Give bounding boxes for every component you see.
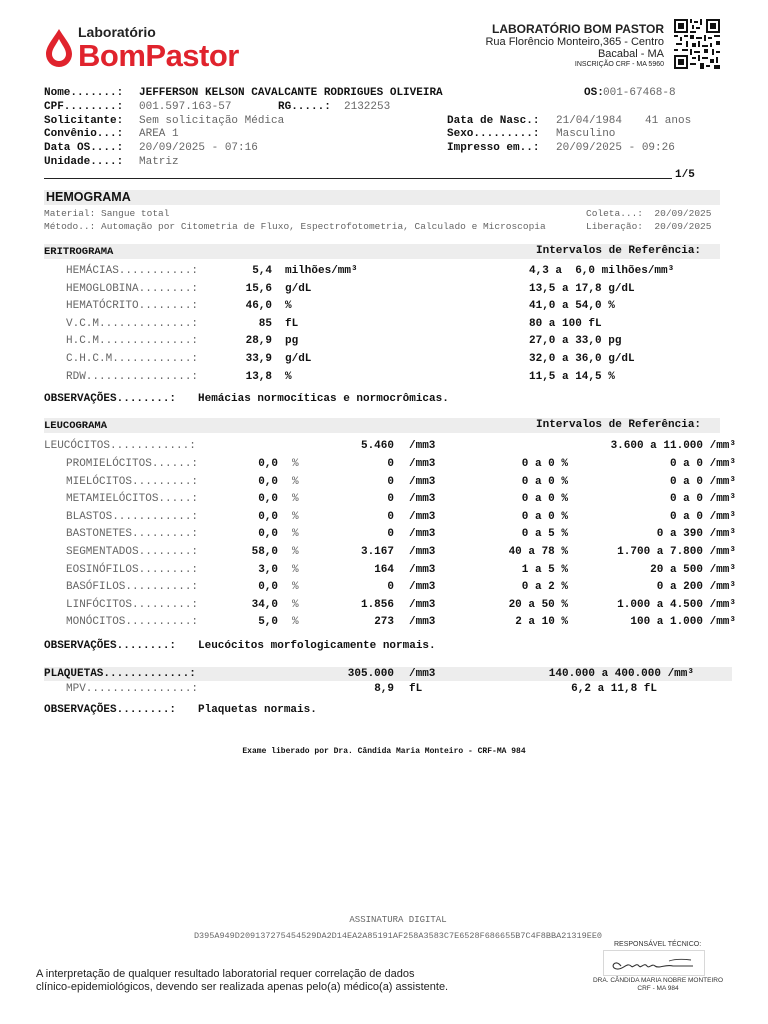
leuco-row-abs: 0 [387,581,394,594]
hemograma-bar [44,190,720,205]
signer-crf: CRF - MA 984 [637,985,679,992]
leuco-row-abs: 0 [387,458,394,470]
page-number: 1/5 [675,169,695,181]
leuco-row-abs-ref: 0 a 0 /mm³ [669,458,736,470]
eritro-obs-label: OBSERVAÇÕES........: [44,393,177,405]
leuco-row-abs-unit: /mm3 [409,510,436,523]
signer-name: DRA. CÂNDIDA MARIA NOBRE MONTEIRO [592,977,724,984]
leuco-row-rel-ref: 0 a 0 % [521,475,568,488]
nome-label: Nome.......: [44,87,124,99]
leuco-row-rel-ref: 0 a 2 % [521,581,568,594]
leuco-row-abs-ref: 0 a 390 /mm³ [656,528,736,541]
leuco-row-name: METAMIELÓCITOS.....: [66,493,199,506]
leuco-row-abs-ref: 0 a 0 /mm³ [669,493,736,506]
leuco-row-abs: 0 [387,493,394,506]
rg-label: RG.....: [278,101,331,113]
eritro-row-ref: 80 a 100 fL [529,317,602,330]
leuco-row-name: BASTONETES.........: [66,528,199,541]
logo-brand: BomPastor [78,38,239,73]
leuco-row-rel-ref: 20 a 50 % [508,598,568,611]
leuco-row-abs-unit: /mm3 [409,581,436,594]
leuco-row-pct-unit: % [292,598,299,611]
os-label: OS: [584,87,604,99]
lab-name: LABORATÓRIO BOM PASTOR [492,22,664,36]
nasc-value: 21/04/1984 [556,115,623,127]
leuco-row-rel-ref: 0 a 0 % [521,493,568,506]
plaq-obs-label: OBSERVAÇÕES........: [44,704,177,716]
plaquetas-unit: /mm3 [409,668,436,680]
leuco-row-abs-ref: 100 a 1.000 /mm³ [630,616,736,629]
eritro-row-name: HEMATÓCRITO........: [66,300,199,313]
eritrograma-ref-title: Intervalos de Referência: [536,245,702,257]
responsavel-label: RESPONSÁVEL TÉCNICO: [614,941,702,948]
leuco-row-rel-ref: 0 a 0 % [521,458,568,470]
leuco-row-abs-unit: /mm3 [409,493,436,506]
leuco-row-abs-ref: 1.000 a 4.500 /mm³ [617,598,736,611]
leuco-row-abs-ref: 1.700 a 7.800 /mm³ [617,546,736,558]
liberado-por: Exame liberado por Dra. Cândida Maria Monteiro - CRF-MA 984 [242,747,526,756]
leuco-row-name: BLASTOS............: [66,510,199,523]
eritro-row-unit: pg [285,335,299,348]
leuco-row-rel-ref: 40 a 78 % [508,546,568,558]
leuco-row-pct: 3,0 [258,563,278,576]
exam-material: Material: Sangue total [44,208,170,219]
rg-value: 2132253 [344,101,391,113]
leuco-row-pct: 34,0 [251,598,278,611]
os-number: 001-67468-8 [603,87,676,99]
leuco-row-name: SEGMENTADOS........: [66,546,199,558]
eritro-row-name: H.C.M..............: [66,335,199,348]
leuco-row-abs-ref: 20 a 500 /mm³ [650,563,736,576]
idade-value: 41 anos [645,115,692,127]
leuco-row-abs-unit: /mm3 [409,528,436,541]
lab-crf: INSCRIÇÃO CRF - MA 5960 [574,61,664,68]
leuco-row-abs-unit: /mm3 [409,475,436,488]
leuco-row-pct: 0,0 [258,528,278,541]
leuco-obs-label: OBSERVAÇÕES........: [44,640,177,652]
eritro-row-name: V.C.M..............: [66,317,199,330]
eritro-obs-text: Hemácias normocíticas e normocrômicas. [198,393,449,405]
leuco-obs-text: Leucócitos morfologicamente normais. [198,640,436,652]
lab-address: Rua Florêncio Monteiro,365 - Centro [485,36,664,48]
leuco-row-pct-unit: % [292,616,299,629]
leuco-row-abs: 1.856 [360,598,394,611]
eritro-row-ref: 32,0 a 36,0 g/dL [529,353,635,365]
mpv-name: MPV................: [66,683,199,695]
plaquetas-name: PLAQUETAS.............: [44,668,196,680]
leuco-row-abs: 0 [387,475,394,488]
dataos-value: 20/09/2025 - 07:16 [139,142,258,154]
eritro-row-ref: 41,0 a 54,0 % [529,300,615,313]
leuco-total-ref: 3.600 a 11.000 /mm³ [610,440,736,452]
leucograma-ref-title: Intervalos de Referência: [536,419,702,431]
leuco-row-pct: 0,0 [258,458,278,470]
eritro-row-value: 15,6 [245,282,272,295]
exam-coleta: Coleta...: 20/09/2025 [586,208,712,219]
leuco-row-pct-unit: % [292,546,299,558]
leuco-row-abs-ref: 0 a 0 /mm³ [669,510,736,523]
eritro-row-value: 85 [258,317,272,330]
eritro-row-value: 33,9 [245,353,272,365]
exam-liberacao: Liberação: 20/09/2025 [586,221,712,232]
leuco-row-rel-ref: 0 a 0 % [521,510,568,523]
eritro-row-unit: g/dL [285,282,312,295]
plaquetas-value: 305.000 [347,668,394,680]
solicitante-value: Sem solicitação Médica [139,115,285,127]
eritro-row-unit: milhões/mm³ [285,265,358,277]
eritro-row-value: 13,8 [245,370,272,383]
eritro-row-name: HEMOGLOBINA........: [66,282,199,295]
plaq-obs-text: Plaquetas normais. [198,704,317,716]
unidade-label: Unidade....: [44,156,124,168]
eritro-row-name: C.H.C.M............: [66,353,199,365]
leuco-row-rel-ref: 0 a 5 % [521,528,568,541]
convenio-value: AREA 1 [139,128,179,140]
assinatura-hash: D395A949D209137275454529DA2D14EA2A85191AF258A3583C7E6528F686655B7C4F8BBA21319EE0 [193,931,603,941]
mpv-ref: 6,2 a 11,8 fL [571,683,657,695]
leuco-row-abs: 3.167 [360,546,394,558]
plaquetas-ref: 140.000 a 400.000 /mm³ [548,668,694,680]
leuco-row-pct: 0,0 [258,475,278,488]
leuco-row-abs-unit: /mm3 [409,458,436,470]
leuco-row-pct-unit: % [292,528,299,541]
qr-code-icon [674,19,720,69]
leuco-row-abs-unit: /mm3 [409,616,436,629]
mpv-value: 8,9 [374,683,394,695]
leuco-row-abs-unit: /mm3 [409,563,436,576]
leuco-row-abs: 273 [374,616,394,629]
leuco-row-pct-unit: % [292,493,299,506]
impresso-label: Impresso em..: [447,142,540,154]
eritro-row-ref: 11,5 a 14,5 % [529,370,615,383]
leuco-row-abs: 164 [374,563,394,576]
exam-metodo: Método..: Automação por Citometria de Fluxo, Espectrofotometria, Calculado e Microscopia [44,221,546,232]
mpv-unit: fL [409,683,423,695]
sexo-value: Masculino [556,128,616,140]
leuco-row-pct: 0,0 [258,510,278,523]
assinatura-label: ASSINATURA DIGITAL [349,915,447,925]
leuco-row-rel-ref: 1 a 5 % [521,563,568,576]
unidade-value: Matriz [139,156,179,168]
eritro-row-unit: g/dL [285,353,312,365]
eritro-row-value: 46,0 [245,300,272,313]
leuco-row-rel-ref: 2 a 10 % [515,616,568,629]
leuco-row-pct: 0,0 [258,493,278,506]
leuco-row-abs: 0 [387,510,394,523]
signature-mark [603,950,705,976]
convenio-label: Convênio...: [44,128,124,140]
leuco-row-pct-unit: % [292,510,299,523]
leuco-row-name: MONÓCITOS..........: [66,616,199,629]
disclaimer-line-1: A interpretação de qualquer resultado laboratorial requer correlação de dados [36,968,415,980]
solicitante-label: Solicitante: [44,115,124,127]
leuco-total-name: LEUCÓCITOS............: [44,440,196,452]
leuco-total-value: 5.460 [360,440,394,452]
eritro-row-name: RDW................: [66,370,199,383]
eritro-row-unit: % [285,300,292,313]
eritro-row-ref: 4,3 a 6,0 milhões/mm³ [529,265,675,277]
logo-small-text: Laboratório [78,24,156,40]
leuco-row-pct: 5,0 [258,616,278,629]
eritro-row-value: 28,9 [245,335,272,348]
eritro-row-name: HEMÁCIAS...........: [66,265,199,277]
patient-name: JEFFERSON KELSON CAVALCANTE RODRIGUES OLIVEIRA [139,87,443,99]
leuco-row-pct: 58,0 [251,546,278,558]
leucograma-title: LEUCOGRAMA [44,420,108,432]
lab-city: Bacabal - MA [597,48,664,60]
leuco-row-pct-unit: % [292,563,299,576]
eritro-row-value: 5,4 [252,265,272,277]
leuco-total-unit: /mm3 [409,440,436,452]
nasc-label: Data de Nasc.: [447,115,540,127]
impresso-value: 20/09/2025 - 09:26 [556,142,675,154]
sexo-label: Sexo.........: [447,128,540,140]
leuco-row-name: BASÓFILOS..........: [66,581,199,594]
leuco-row-abs-unit: /mm3 [409,598,436,611]
leuco-row-pct-unit: % [292,475,299,488]
leuco-row-abs-ref: 0 a 0 /mm³ [669,475,736,488]
disclaimer-line-2: clínico-epidemiológicos, devendo ser realizada apenas pelo(a) médico(a) assistente. [36,981,449,993]
leuco-row-pct-unit: % [292,581,299,594]
leuco-row-abs: 0 [387,528,394,541]
leuco-row-name: MIELÓCITOS.........: [66,475,199,488]
eritro-row-ref: 13,5 a 17,8 g/dL [529,282,635,295]
logo-drop-icon [44,27,74,69]
eritrograma-title: ERITROGRAMA [44,246,114,258]
eritro-row-ref: 27,0 a 33,0 pg [529,335,622,348]
leuco-row-abs-ref: 0 a 200 /mm³ [656,581,736,594]
leuco-row-name: LINFÓCITOS.........: [66,598,199,611]
header-divider [44,178,672,179]
leuco-row-abs-unit: /mm3 [409,546,436,558]
eritro-row-unit: fL [285,317,299,330]
cpf-value: 001.597.163-57 [139,101,232,113]
eritro-row-unit: % [285,370,292,383]
exam-title: HEMOGRAMA [46,190,131,204]
leuco-row-name: PROMIELÓCITOS......: [66,458,199,470]
leuco-row-pct-unit: % [292,458,299,470]
leuco-row-pct: 0,0 [258,581,278,594]
cpf-label: CPF........: [44,101,124,113]
dataos-label: Data OS....: [44,142,124,154]
leuco-row-name: EOSINÓFILOS........: [66,563,199,576]
